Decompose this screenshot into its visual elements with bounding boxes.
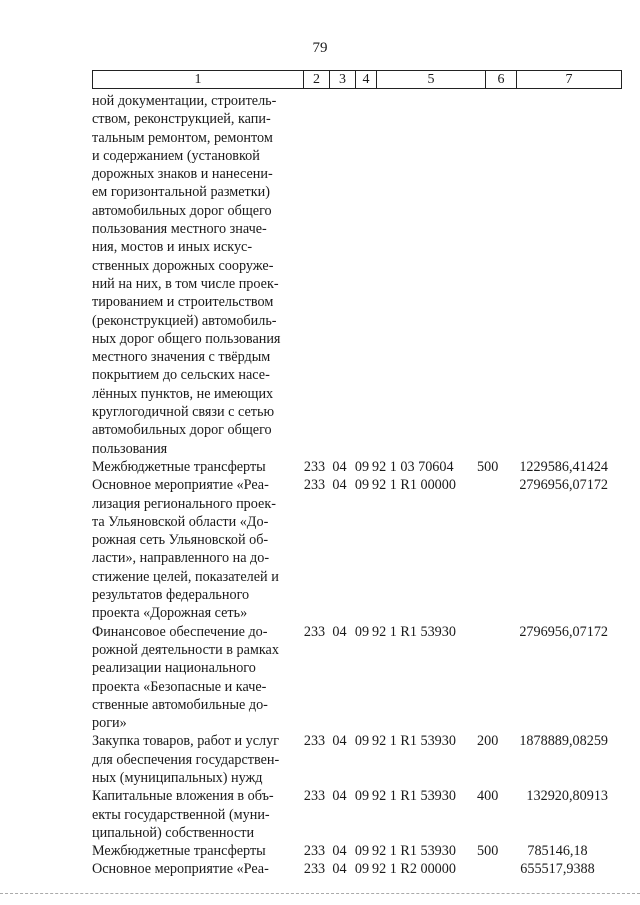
- desc-line: результатов федерального: [92, 587, 250, 604]
- section-code: 04: [332, 843, 347, 860]
- desc-line: и содержанием (установкой: [92, 147, 260, 164]
- admin-code: 233: [303, 477, 326, 494]
- desc-line: для обеспечения государствен-: [92, 751, 280, 768]
- desc-line: реализации национального: [92, 660, 256, 677]
- admin-code: 233: [303, 733, 326, 750]
- desc-line: рожная сеть Ульяновской об-: [92, 532, 269, 549]
- desc-line: Основное мероприятие «Реа-: [92, 477, 269, 494]
- desc-line: ципальной) собственности: [92, 824, 255, 841]
- col-header-6: 6: [486, 71, 517, 89]
- subsection-code: 09: [354, 477, 370, 494]
- amount: 1878889,08259: [519, 733, 608, 750]
- expense-type-code: [477, 860, 507, 878]
- amount: 1229586,41424: [519, 458, 608, 475]
- desc-line: ных дорог общего пользования: [92, 330, 281, 347]
- desc-line: Межбюджетные трансферты: [92, 843, 266, 860]
- desc-line: ния, мостов и иных искус-: [92, 239, 253, 256]
- target-article-code: 92 1 R1 53930: [372, 733, 456, 750]
- table-row: [92, 476, 608, 622]
- admin-code: 233: [303, 458, 326, 475]
- table-row: [92, 842, 608, 860]
- desc-line: Межбюджетные трансферты: [92, 458, 266, 475]
- desc-line: автомобильных дорог общего: [92, 422, 272, 439]
- desc-line: ем горизонтальной разметки): [92, 184, 270, 201]
- expense-type-code: 400: [477, 788, 499, 805]
- row-description: [92, 860, 302, 878]
- desc-line: дорожных знаков и нанесени-: [92, 166, 273, 183]
- row-description: [92, 458, 302, 476]
- subsection-code: 09: [354, 843, 370, 860]
- column-header-row: [92, 70, 622, 89]
- page-bottom-edge: [0, 893, 640, 894]
- target-article-code: 92 1 R2 00000: [372, 861, 456, 878]
- desc-line: проекта «Дорожная сеть»: [92, 605, 248, 622]
- table-row-continued: [92, 92, 608, 458]
- col-header-7: 7: [517, 71, 622, 89]
- expense-type-code: 200: [477, 733, 499, 750]
- row-description: [92, 787, 302, 842]
- desc-line: лённых пунктов, не имеющих: [92, 385, 274, 402]
- table-row: [92, 732, 608, 787]
- desc-line: покрытием до сельских насе-: [92, 367, 270, 384]
- section-code: 04: [332, 458, 347, 475]
- desc-line: местного значения с твёрдым: [92, 349, 271, 366]
- target-article-code: 92 1 R1 53930: [372, 623, 456, 640]
- col-header-3: 3: [330, 71, 356, 89]
- amount: 132920,80913: [526, 788, 608, 805]
- section-code: 04: [332, 788, 347, 805]
- desc-line: та Ульяновской области «До-: [92, 513, 269, 530]
- desc-line: Финансовое обеспечение до-: [92, 623, 268, 640]
- expense-type-code: [477, 476, 507, 622]
- col-header-4: 4: [356, 71, 377, 89]
- subsection-code: 09: [354, 861, 370, 878]
- admin-code: 233: [303, 788, 326, 805]
- desc-line: ственных дорожных сооруже-: [92, 257, 274, 274]
- subsection-code: 09: [354, 623, 370, 640]
- row-description: [92, 623, 302, 733]
- desc-line: пользования местного значе-: [92, 221, 267, 238]
- desc-line: тальным ремонтом, ремонтом: [92, 129, 273, 146]
- desc-line: Закупка товаров, работ и услуг: [92, 733, 279, 750]
- desc-line: лизация регионального проек-: [92, 495, 276, 512]
- expense-type-code: 500: [477, 843, 499, 860]
- target-article-code: 92 1 R1 53930: [372, 788, 456, 805]
- desc-line: (реконструкцией) автомобиль-: [92, 312, 277, 329]
- continued-description: [92, 92, 302, 458]
- row-description: [92, 842, 302, 860]
- desc-line: ний на них, в том числе проек-: [92, 275, 279, 292]
- subsection-code: 09: [354, 458, 370, 475]
- desc-line: проекта «Безопасные и каче-: [92, 678, 267, 695]
- expense-type-code: 500: [477, 458, 499, 475]
- amount: 655517,9388: [520, 861, 595, 878]
- admin-code: 233: [303, 623, 326, 640]
- desc-line: рожной деятельности в рамках: [92, 641, 279, 658]
- desc-line: круглогодичной связи с сетью: [92, 404, 275, 421]
- target-article-code: 92 1 03 70604: [372, 458, 454, 475]
- subsection-code: 09: [354, 788, 370, 805]
- desc-line: ласти», направленного на до-: [92, 550, 270, 567]
- section-code: 04: [332, 477, 347, 494]
- col-header-2: 2: [304, 71, 330, 89]
- desc-line: Основное мероприятие «Реа-: [92, 861, 269, 878]
- col-header-1: 1: [93, 71, 304, 89]
- row-description: [92, 732, 302, 787]
- desc-line: тированием и строительством: [92, 294, 274, 311]
- amount: 785146,18: [527, 843, 588, 860]
- desc-line: стижение целей, показателей и: [92, 568, 279, 585]
- desc-line: ных (муниципальных) нужд: [92, 769, 263, 786]
- amount: 2796956,07172: [519, 477, 608, 494]
- target-article-code: 92 1 R1 00000: [372, 477, 456, 494]
- desc-line: ной документации, строитель-: [92, 93, 277, 109]
- page-number: 79: [312, 40, 328, 56]
- expense-type-code: [477, 623, 507, 733]
- table-row: [92, 458, 608, 476]
- desc-line: пользования: [92, 440, 168, 457]
- admin-code: 233: [303, 843, 326, 860]
- col-header-5: 5: [377, 71, 486, 89]
- section-code: 04: [332, 623, 347, 640]
- section-code: 04: [332, 861, 347, 878]
- row-description: [92, 476, 302, 622]
- table-row: [92, 860, 608, 878]
- desc-line: екты государственной (муни-: [92, 806, 270, 823]
- amount: 2796956,07172: [519, 623, 608, 640]
- desc-line: Капитальные вложения в объ-: [92, 788, 274, 805]
- budget-table-body: [92, 92, 608, 879]
- desc-line: ственные автомобильные до-: [92, 696, 268, 713]
- target-article-code: 92 1 R1 53930: [372, 843, 456, 860]
- desc-line: роги»: [92, 715, 127, 732]
- section-code: 04: [332, 733, 347, 750]
- admin-code: 233: [303, 861, 326, 878]
- subsection-code: 09: [354, 733, 370, 750]
- table-row: [92, 623, 608, 733]
- table-row: [92, 787, 608, 842]
- desc-line: ством, реконструкцией, капи-: [92, 111, 271, 128]
- desc-line: автомобильных дорог общего: [92, 202, 272, 219]
